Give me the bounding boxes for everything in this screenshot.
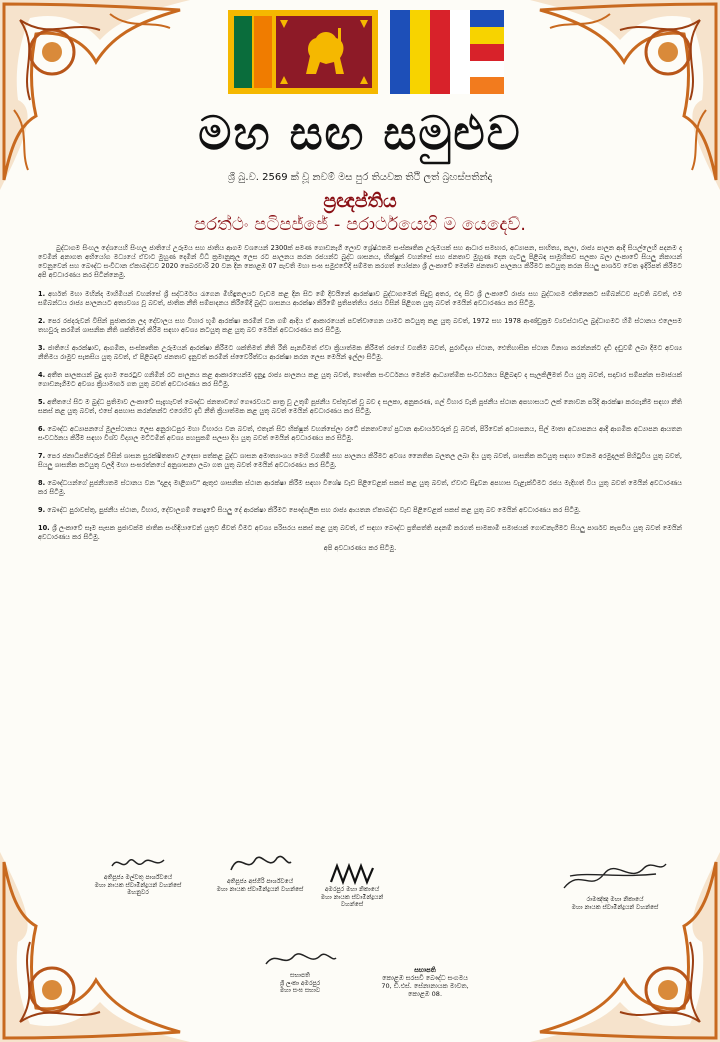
item-number: 9. <box>38 506 46 514</box>
resolution-item <box>38 398 682 416</box>
main-title: මහ සඟ සමුළුව <box>198 106 522 160</box>
resolution-item <box>38 425 682 443</box>
official-stamp <box>360 966 490 998</box>
signatory-line: රාමඤ්ඤ මහා නිකායේ <box>586 896 644 903</box>
sri-lanka-flag-icon <box>228 10 378 94</box>
item-number: 1. <box>38 290 46 298</box>
resolution-item <box>38 290 682 308</box>
resolution-item <box>38 317 682 335</box>
signatory-line: මහා නායක ස්වාමීන්ද්‍රයන් වහන්සේ <box>94 881 182 889</box>
signatory-line: අමරපුර මහා නිකායේ <box>324 886 380 893</box>
item-text: අර්හත් මහා මහින්ද මාහිමියන් වහන්සේ ශ්‍රී සද්ධර්මය රැගෙන මිහිඳුතලයට වැඩම කළ දින සිට මේ දිවයිනේ ආරක්ෂාව බුද්ධාගමෙන් සිදුවූ අතර, එදා සිට ශ්‍රී ලංකාවේ රාජ්‍ය සහ බුද්ධාගම එකිනෙකට සම්බන්ධව පැවති බවත්, එම සම්බන්ධය රාජ්‍ය පාලනයට අත්‍යවශ්‍ය වූ බවත්, ජාතික නීති සම්පාදනය කිරීමේදී බුද්ධ ශාසනය ආරක්ෂා කිරීමේ ප්‍රතිපත්තිය රජය විසින් පිළිගත යුතු බවත් මෙයින් අවධාරණය කර සිටිමු. <box>38 290 682 307</box>
signature-block-5 <box>240 946 360 995</box>
resolution-item <box>38 479 682 497</box>
item-number: 2. <box>38 317 46 325</box>
item-text: පෙර ජනාධිපතිවරුන් විසින් ශාසන සුරක්ෂිතතාව උදෙසා පත්කළ බුද්ධ ශාසන අමාත්‍යාංශය මෙහි වගකීම් සහ පාලනය කිරීමට අවශ්‍ය නෛතික බලතල ලබා දිය යුතු බවත්, ශාසනික කටයුතු සඳහා වෙනම අරමුදලක් පිහිටුවිය යුතු බවත්, සියලු ශාසනික කටයුතු වලදී මහා සංඝරත්නයේ අනුශාසනා ලබා ගත යුතු බවත් මෙයින් අවධාරණය කර සිටිමු. <box>38 452 682 469</box>
intro-paragraph: බුද්ධාගම සිංහල දේශයෙහි සිංහල ජාතියේ උරුමය සහ ජාතිය ආගම වශයෙන් 2300ක් පමණ ගොඩනැගී ලොව ශ්‍රේෂ්ඨතම සංස්කෘතික උරුමයක් සහ ආධාර සමභාර, අධ්‍යාපන, සාහිත්‍ය, කලා, රාජ්‍ය පාලන ආදී සියල්ලෙහි පදනම ද වෙමින් අනාගත අභියෝග මධ්‍යයේ ඒවාට මුහුණ දෙමින් විධි ක්‍රමානුකූල ලෙස රට පාලනය කරන රජයන්ට බුද්ධ ශාසනය, භික්ෂූන් වහන්සේ සහ ජනතාව මුහුණ දෙන ගැටලු පිළිබඳ සාමූහිකව සලකා බලා ලංකාවේ සියලු නිකායන් වෙනුවෙන් සහ බෞද්ධ සංවිධාන ඒකාබද්ධව 2020 පෙබරවාරි 20 වන දින කොළඹ 07 පැවති මහා සංඝ සමුළුවේදී සම්මත කරගත් යෝජනා ශ්‍රී ලංකාවේ මෙන්ම ජනතාව පාලනය කිරීමට කටයුතු කරන සියලු පාර්ශව වෙත ඉදිරිපත් කිරීමට අපි අවධාරණය කර සිටින්නෙමු. <box>38 244 682 279</box>
item-text: අතීත පාලකයන් බුදු දහම පෙරටුව ගනිමින් රට පාලනය කළ ආකාරයෙන්ම දැනුදු රාජ්‍ය පාලනය කළ යුතු බවත්, භෞතික සංවර්ධනය මෙන්ම ආධ්‍යාත්මික සංවර්ධනය පිළිබඳව ද සැලකිලිමත් විය යුතු බවත්, සදාචාර සම්පන්න සමාජයක් ගොඩනැගීමට අවශ්‍ය ක්‍රියාමාර්ග ගත යුතු බවත් අවධාරණය කර සිටිමු. <box>38 371 682 388</box>
signatory-line: මහා නායක ස්වාමීන්ද්‍රයන් වහන්සේ <box>216 885 304 893</box>
resolution-item <box>38 452 682 470</box>
item-number: 7. <box>38 452 46 460</box>
resolution-item <box>38 524 682 542</box>
buddhist-flag-icon <box>390 10 504 94</box>
date-line: ශ්‍රී බු.ව. 2569 ක් වූ නවම් මස පුර තියවක තිථි ලත් බ්‍රහස්පතින්දා <box>227 172 493 183</box>
motto: පරත්ථං පටිපජ්ජේ - පරාර්ථයෙහි ම යෙදෙව්. <box>194 214 526 235</box>
item-text: බෞද්ධ පුරාවස්තු, පුජනීය ස්ථාන, විහාර, දේවාලගම් පොදුවේ සියලු දේ ආරක්ෂා කිරීමට පෞද්ගලික සහ රාජ්‍ය ආයතන ඒකාබද්ධ වැඩ පිළිවෙළක් සකස් කළ යුතු බව මෙයින් අවධාරණය කර සිටිමු. <box>47 506 581 514</box>
item-number: 4. <box>38 371 46 379</box>
resolution-item <box>38 344 682 362</box>
signatory-line: ශ්‍රී ලංකා අමරපුර <box>279 979 321 987</box>
signature-icon <box>560 848 670 896</box>
subtitle: ප්‍රඥප්තිය <box>323 190 397 212</box>
stamp-line: කොළඹ සරසවි බෞද්ධ සංගමය <box>382 974 468 982</box>
signature-icon <box>108 852 168 874</box>
item-text: පෙර රජදරුවන් විසින් පූජාකරන ලද දේවාලය සහ විහාර භූමි ආරක්ෂා කරමින් වන ගම් ආදිය ඒ ආකාරයෙන් පවත්වාගෙන යාමට කටයුතු කළ යුතු බවත්, 1972 සහ 1978 ආණ්ඩුක්‍රම ව්‍යවස්ථාවල බුද්ධාගමට හිමි ස්ථානය එලෙසම තහවුරු කරමින් ශාසනික නීති ශක්තිමත් කිරීම සඳහා අවශ්‍ය කටයුතු කළ යුතු බව මෙයින් අවධාරණය කර සිටිමු. <box>38 317 682 334</box>
signature-block-4 <box>540 848 690 911</box>
signatory-line: අතිපූජ්‍ය මල්වතු පාර්ශ්වයේ <box>103 874 173 881</box>
signature-icon <box>327 862 377 886</box>
signatory-line: අතිපූජ්‍ය අස්ගිරි පාර්ශ්වයේ <box>226 878 294 885</box>
closing-line: අපි අවධාරණය කර සිටිමු. <box>323 544 397 552</box>
signatory-line: මහා නායක ස්වාමීන්ද්‍රයන් වහන්සේ <box>320 893 384 908</box>
item-text: බෞද්ධයන්ගේ පූජනීයතම ස්ථානය වන "දළදා මාළිගාව" ඇතුළු ශාසනික ස්ථාන ආරක්ෂා කිරීම සඳහා විශේෂ වැඩ පිළිවෙළක් සකස් කළ යුතු බවත්, ඒවාට සිදුවන අපහාස වැළැක්වීමට රජය මැදිහත් විය යුතු බවත් මෙයින් අවධාරණය කර සිටිමු. <box>38 479 682 496</box>
item-text: ජාතියේ ආරක්ෂාව, ආගමික, සංස්කෘතික උරුමයන් ආරක්ෂා කිරීමට ශක්තිමත් නීති රීති පැනවීමත් ඒවා ක්‍රියාත්මක කිරීමත් රජයේ වගකීම බවත්, පුරාවිද්‍යා ස්ථාන, ඓතිහාසික ස්ථාන විනාශ කරන්නන්ට දැඩි දඬුවම් ලබා දීමට අවශ්‍ය නීතිමය රාමුව සැකසිය යුතු බවත්, ඒ පිළිබඳව ජනතාව දැනුවත් කරමින් ස්වෛරීත්වය ආරක්ෂා කරන ලෙස මෙයින් ඉල්ලා සිටිමු. <box>38 344 682 361</box>
signature-block-3 <box>312 862 392 909</box>
signature-icon <box>225 848 295 878</box>
signatory-line: මහා නායක ස්වාමීන්ද්‍රයන් වහන්සේ <box>571 903 659 911</box>
signature-icon <box>260 946 340 972</box>
signature-block-1 <box>78 852 198 897</box>
stamp-line: කොළඹ 08. <box>407 990 443 998</box>
item-number: 3. <box>38 344 46 352</box>
flags-row <box>228 10 504 94</box>
signatory-line: මහනුවර <box>127 889 149 896</box>
item-number: 10. <box>38 524 50 532</box>
item-text: ශ්‍රී ලංකාවේ සෑම සැසක ප්‍රජාවක්ම ජාතික සංහිඳියාවෙන් යුතුව ජීවත් වීමට අවශ්‍ය පරිසරය සකස් කළ යුතු බවත්, ඒ සඳහා බෞද්ධ ප්‍රතිපත්ති පදනම් කරගත් සාමකාමී සමාජයක් ගොඩනැගීමට සියලු පාර්ශව කැපවිය යුතු බවත් මෙයින් අවධාරණය කර සිටිමු. <box>38 524 682 541</box>
signature-block-2 <box>200 848 320 893</box>
resolution-item <box>38 371 682 389</box>
resolution-item <box>38 506 682 515</box>
signatory-line: සභාපති <box>290 972 310 979</box>
item-text: බෞද්ධ අධ්‍යාපනයේ මූලස්ථානය ලෙස අනුරාධපුර මහා විහාරය වන බවත්, එතැන් සිට භික්ෂූන් වහන්සේලා රටේ ජනතාවගේ ප්‍රධාන ආචාර්යවරුන් වූ බවත්, පිරිවෙන් අධ්‍යාපනය, සිල් මාතා අධ්‍යාපනය ආදී ආගමික අධ්‍යාපන ආයතන සංවර්ධනය කිරීම සඳහා විශ්ව විද්‍යාල මට්ටමින් අවශ්‍ය පහසුකම් සලසා දිය යුතු බවත් මෙයින් අවධාරණය කර සිටිමු. <box>38 425 682 442</box>
proclamation-body <box>38 244 682 565</box>
item-number: 6. <box>38 425 46 433</box>
signatory-line: මහා සංඝ සභාව <box>279 987 321 994</box>
stamp-title: සභාපති <box>414 966 436 974</box>
item-number: 5. <box>38 398 46 406</box>
item-number: 8. <box>38 479 46 487</box>
stamp-line: 70, ඩී.එස්. සේනානායක මාවත, <box>381 982 469 990</box>
item-text: අතීතයේ සිට ම බුද්ධ ප්‍රතිමාව ලංකාවේ සැදැහැවත් බෞද්ධ ජනතාවගේ ගෞරවයට පාත්‍ර වූ උතුම් පූජනීය වස්තුවක් වූ බව ද සලකා, අනුකරණ, ගල් විහාර වැනි පූජනීය ස්ථාන අපහාසයට ලක් නොවන පරිදි ආරක්ෂා කරගැනීම සඳහා නීති සකස් කළ යුතු බවත්, එසේ අපහාස කරන්නන්ට එරෙහිව දැඩි නීති ක්‍රියාත්මක කළ යුතු බවත් මෙයින් අවධාරණය කර සිටිමු. <box>38 398 682 415</box>
